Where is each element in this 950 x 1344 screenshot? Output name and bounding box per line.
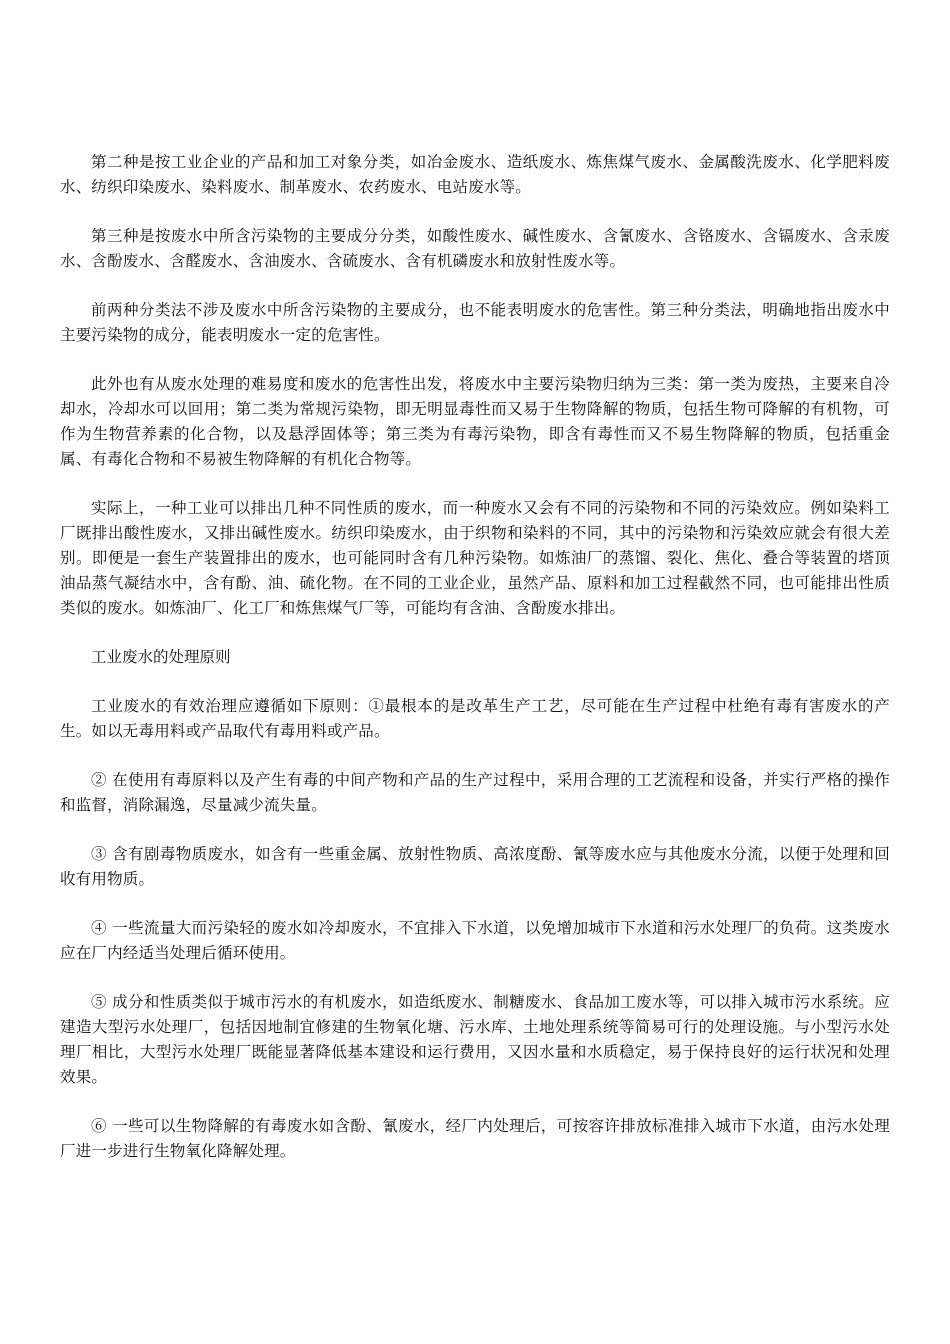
paragraph-classification-comparison: 前两种分类法不涉及废水中所含污染物的主要成分，也不能表明废水的危害性。第三种分类法，明确地指出废水中主要污染物的成分，能表明废水一定的危害性。 [60,301,890,344]
principle-item: ⑥ 一些可以生物降解的有毒废水如含酚、氰废水，经厂内处理后，可按容许排放标准排入城市下水道，由污水处理厂进一步进行生物氧化降解处理。 [60,1117,890,1160]
paragraph-classification-by-product: 第二种是按工业企业的产品和加工对象分类，如冶金废水、造纸废水、炼焦煤气废水、金属酸洗废水、化学肥料废水、纺织印染废水、染料废水、制革废水、农药废水、电站废水等。 [60,153,890,196]
document-page [60,150,890,1188]
paragraph-three-pollutant-types: 此外也有从废水处理的难易度和废水的危害性出发，将废水中主要污染物归纳为三类：第一类为废热，主要来自冷却水，冷却水可以回用；第二类为常规污染物，即无明显毒性而又易于生物降解的物质，包括生物可降解的有机物，可作为生物营养素的化合物，以及悬浮固体等；第三类为有毒污染物，即含有毒性而又不易生物降解的物质，包括重金属、有毒化合物和不易被生物降解的有机化合物等。 [60,375,890,468]
principle-item: ⑤ 成分和性质类似于城市污水的有机废水，如造纸废水、制糖废水、食品加工废水等，可以排入城市污水系统。应建造大型污水处理厂，包括因地制宜修建的生物氧化塘、污水库、土地处理系统等简易可行的处理设施。与小型污水处理厂相比，大型污水处理厂既能显著降低基本建设和运行费用，又因水量和水质稳定，易于保持良好的运行状况和处理效果。 [60,993,890,1086]
section-heading: 工业废水的处理原则 [91,648,231,666]
paragraph-mixed-wastewater: 实际上，一种工业可以排出几种不同性质的废水，而一种废水又会有不同的污染物和不同的污染效应。例如染料工厂既排出酸性废水，又排出碱性废水。纺织印染废水，由于织物和染料的不同，其中的污染物和污染效应就会有很大差别。即便是一套生产装置排出的废水，也可能同时含有几种污染物。如炼油厂的蒸馏、裂化、焦化、叠合等装置的塔顶油品蒸气凝结水中，含有酚、油、硫化物。在不同的工业企业，虽然产品、原料和加工过程截然不同，也可能排出性质类似的废水。如炼油厂、化工厂和炼焦煤气厂等，可能均有含油、含酚废水排出。 [60,499,890,617]
principle-item: 工业废水的有效治理应遵循如下原则：①最根本的是改革生产工艺，尽可能在生产过程中杜绝有毒有害废水的产生。如以无毒用料或产品取代有毒用料或产品。 [60,697,890,740]
paragraph-classification-by-pollutant: 第三种是按废水中所含污染物的主要成分分类，如酸性废水、碱性废水、含氰废水、含铬废水、含镉废水、含汞废水、含酚废水、含醛废水、含油废水、含硫废水、含有机磷废水和放射性废水等。 [60,227,890,270]
principle-item: ③ 含有剧毒物质废水，如含有一些重金属、放射性物质、高浓度酚、氰等废水应与其他废水分流，以便于处理和回收有用物质。 [60,845,890,888]
principle-item: ④ 一些流量大而污染轻的废水如冷却废水，不宜排入下水道，以免增加城市下水道和污水处理厂的负荷。这类废水应在厂内经适当处理后循环使用。 [60,919,890,962]
principle-item: ② 在使用有毒原料以及产生有毒的中间产物和产品的生产过程中，采用合理的工艺流程和设备，并实行严格的操作和监督，消除漏逸，尽量减少流失量。 [60,771,890,814]
